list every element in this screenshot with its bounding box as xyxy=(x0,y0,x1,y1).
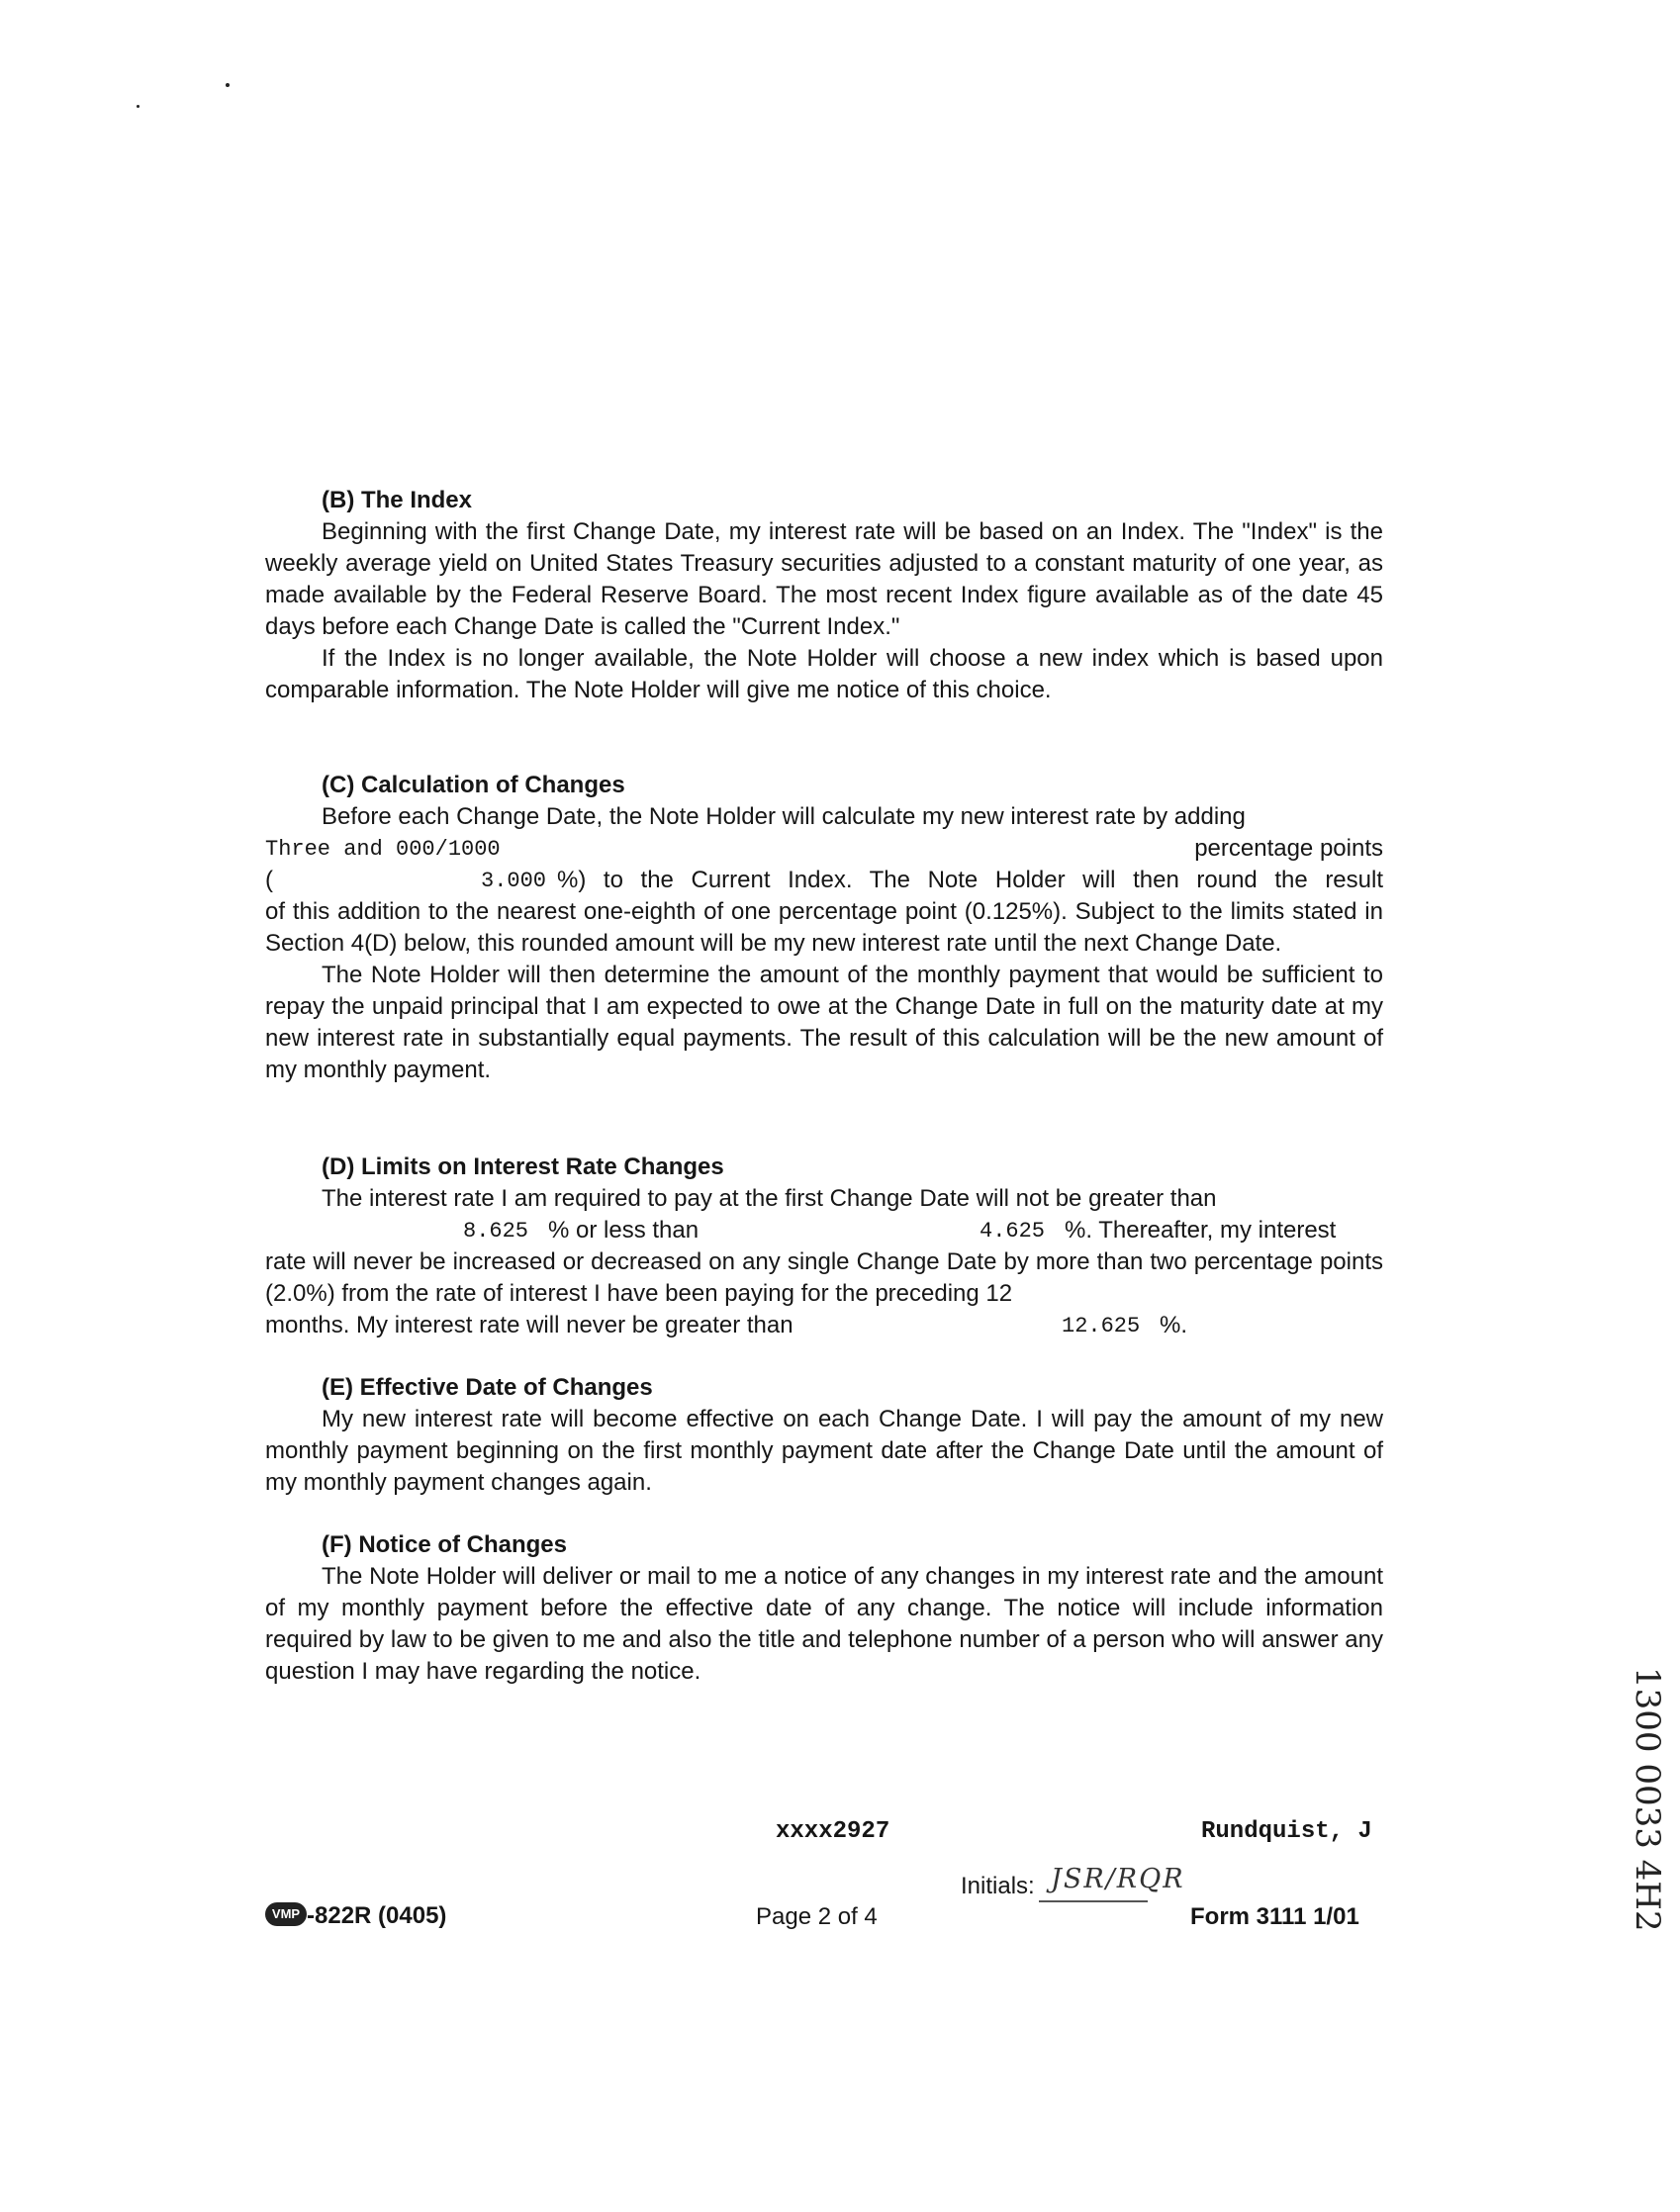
borrower-name: Rundquist, J xyxy=(1201,1818,1372,1845)
section-f-heading: (F) Notice of Changes xyxy=(322,1531,568,1558)
initials-underline xyxy=(1039,1900,1148,1902)
section-d-middle-text: rate will never be increased or decreased on any single Change Date by more than two percentage points (2.0%) from the rate of interest I have been paying for the preceding 12 xyxy=(265,1248,1383,1307)
section-e xyxy=(265,1372,1383,1499)
loan-number: xxxx2927 xyxy=(776,1818,890,1845)
section-f xyxy=(265,1529,1383,1688)
section-b xyxy=(265,485,1383,706)
section-b-heading: (B) The Index xyxy=(322,487,473,513)
section-b-paragraph-2: If the Index is no longer available, the Note Holder will choose a new index which is based upon comparable information. The Note Holder will give me notice of this choice. xyxy=(265,645,1383,703)
initials-label: Initials: xyxy=(961,1873,1035,1899)
page-number: Page 2 of 4 xyxy=(756,1903,878,1930)
section-c-margin-value-row xyxy=(265,865,1383,896)
scan-speck xyxy=(137,105,140,108)
section-f-paragraph-1: The Note Holder will deliver or mail to me a notice of any changes in my interest rate and the amount of my monthly payment before the effective date of any change. The notice will include information required by law to be given to me and also the title and telephone number of a person who will answer any question I may have regarding the notice. xyxy=(265,1563,1383,1685)
percentage-points-label: percentage points xyxy=(1194,835,1383,862)
section-d xyxy=(265,1152,1383,1341)
form-code xyxy=(307,1902,446,1930)
or-less-than-label: % or less than xyxy=(548,1217,700,1244)
section-c-paragraph-1-rest: of this addition to the nearest one-eighth of one percentage point (0.125%). Subject to the limits stated in Section 4(D) below, this rounded amount will be my new interest rate until the next Change Date. xyxy=(265,898,1383,957)
open-paren: ( xyxy=(265,867,273,893)
form-number: Form 3111 1/01 xyxy=(1190,1903,1359,1930)
margin-words: Three and 000/1000 xyxy=(265,837,501,862)
form-code-text: -822R (0405) xyxy=(307,1902,447,1929)
section-d-limits-row xyxy=(265,1215,1383,1246)
section-d-lifetime-row xyxy=(265,1310,1383,1341)
section-d-last-line: months. My interest rate will never be greater than xyxy=(265,1312,793,1338)
section-d-line-1: The interest rate I am required to pay at the first Change Date will not be greater than xyxy=(322,1185,1217,1212)
section-c-line-1: Before each Change Date, the Note Holder will calculate my new interest rate by adding xyxy=(322,803,1246,830)
margin-value: 3.000 xyxy=(481,869,547,893)
thereafter-text: %. Thereafter, my interest xyxy=(1065,1217,1337,1244)
lifetime-max-rate: 12.625 xyxy=(1062,1314,1141,1338)
section-c-heading: (C) Calculation of Changes xyxy=(322,772,625,798)
initials-signature: JSR/RQR xyxy=(1051,1864,1185,1894)
section-e-heading: (E) Effective Date of Changes xyxy=(322,1374,653,1401)
section-c-margin-words-row xyxy=(265,833,1383,865)
side-stamp-number: 1300 0033 4H2 xyxy=(1628,1667,1667,1932)
lifetime-pct: %. xyxy=(1160,1312,1188,1338)
section-c xyxy=(265,770,1383,1086)
section-c-paragraph-2: The Note Holder will then determine the amount of the monthly payment that would be sufficient to repay the unpaid principal that I am expected to owe at the Change Date in full on the maturity date at my new interest rate in substantially equal payments. The result of this calculation will be the new amount of my monthly payment. xyxy=(265,962,1383,1083)
section-c-line-3-rest: %) to the Current Index. The Note Holder will then round the result xyxy=(557,867,1383,893)
section-d-heading: (D) Limits on Interest Rate Changes xyxy=(322,1153,724,1180)
section-e-paragraph-1: My new interest rate will become effective on each Change Date. I will pay the amount of my new monthly payment beginning on the first monthly payment date after the Change Date until the amount of my monthly payment changes again. xyxy=(265,1406,1383,1496)
first-change-max-rate: 8.625 xyxy=(463,1219,529,1244)
first-change-min-rate: 4.625 xyxy=(980,1219,1046,1244)
vmp-logo-icon: VMP xyxy=(265,1902,307,1926)
section-b-paragraph-1: Beginning with the first Change Date, my interest rate will be based on an Index. The "Index" is the weekly average yield on United States Treasury securities adjusted to a constant maturity of one year, as made available by the Federal Reserve Board. The most recent Index figure available as of the date 45 days before each Change Date is called the "Current Index." xyxy=(265,518,1383,640)
scan-speck xyxy=(226,83,230,87)
